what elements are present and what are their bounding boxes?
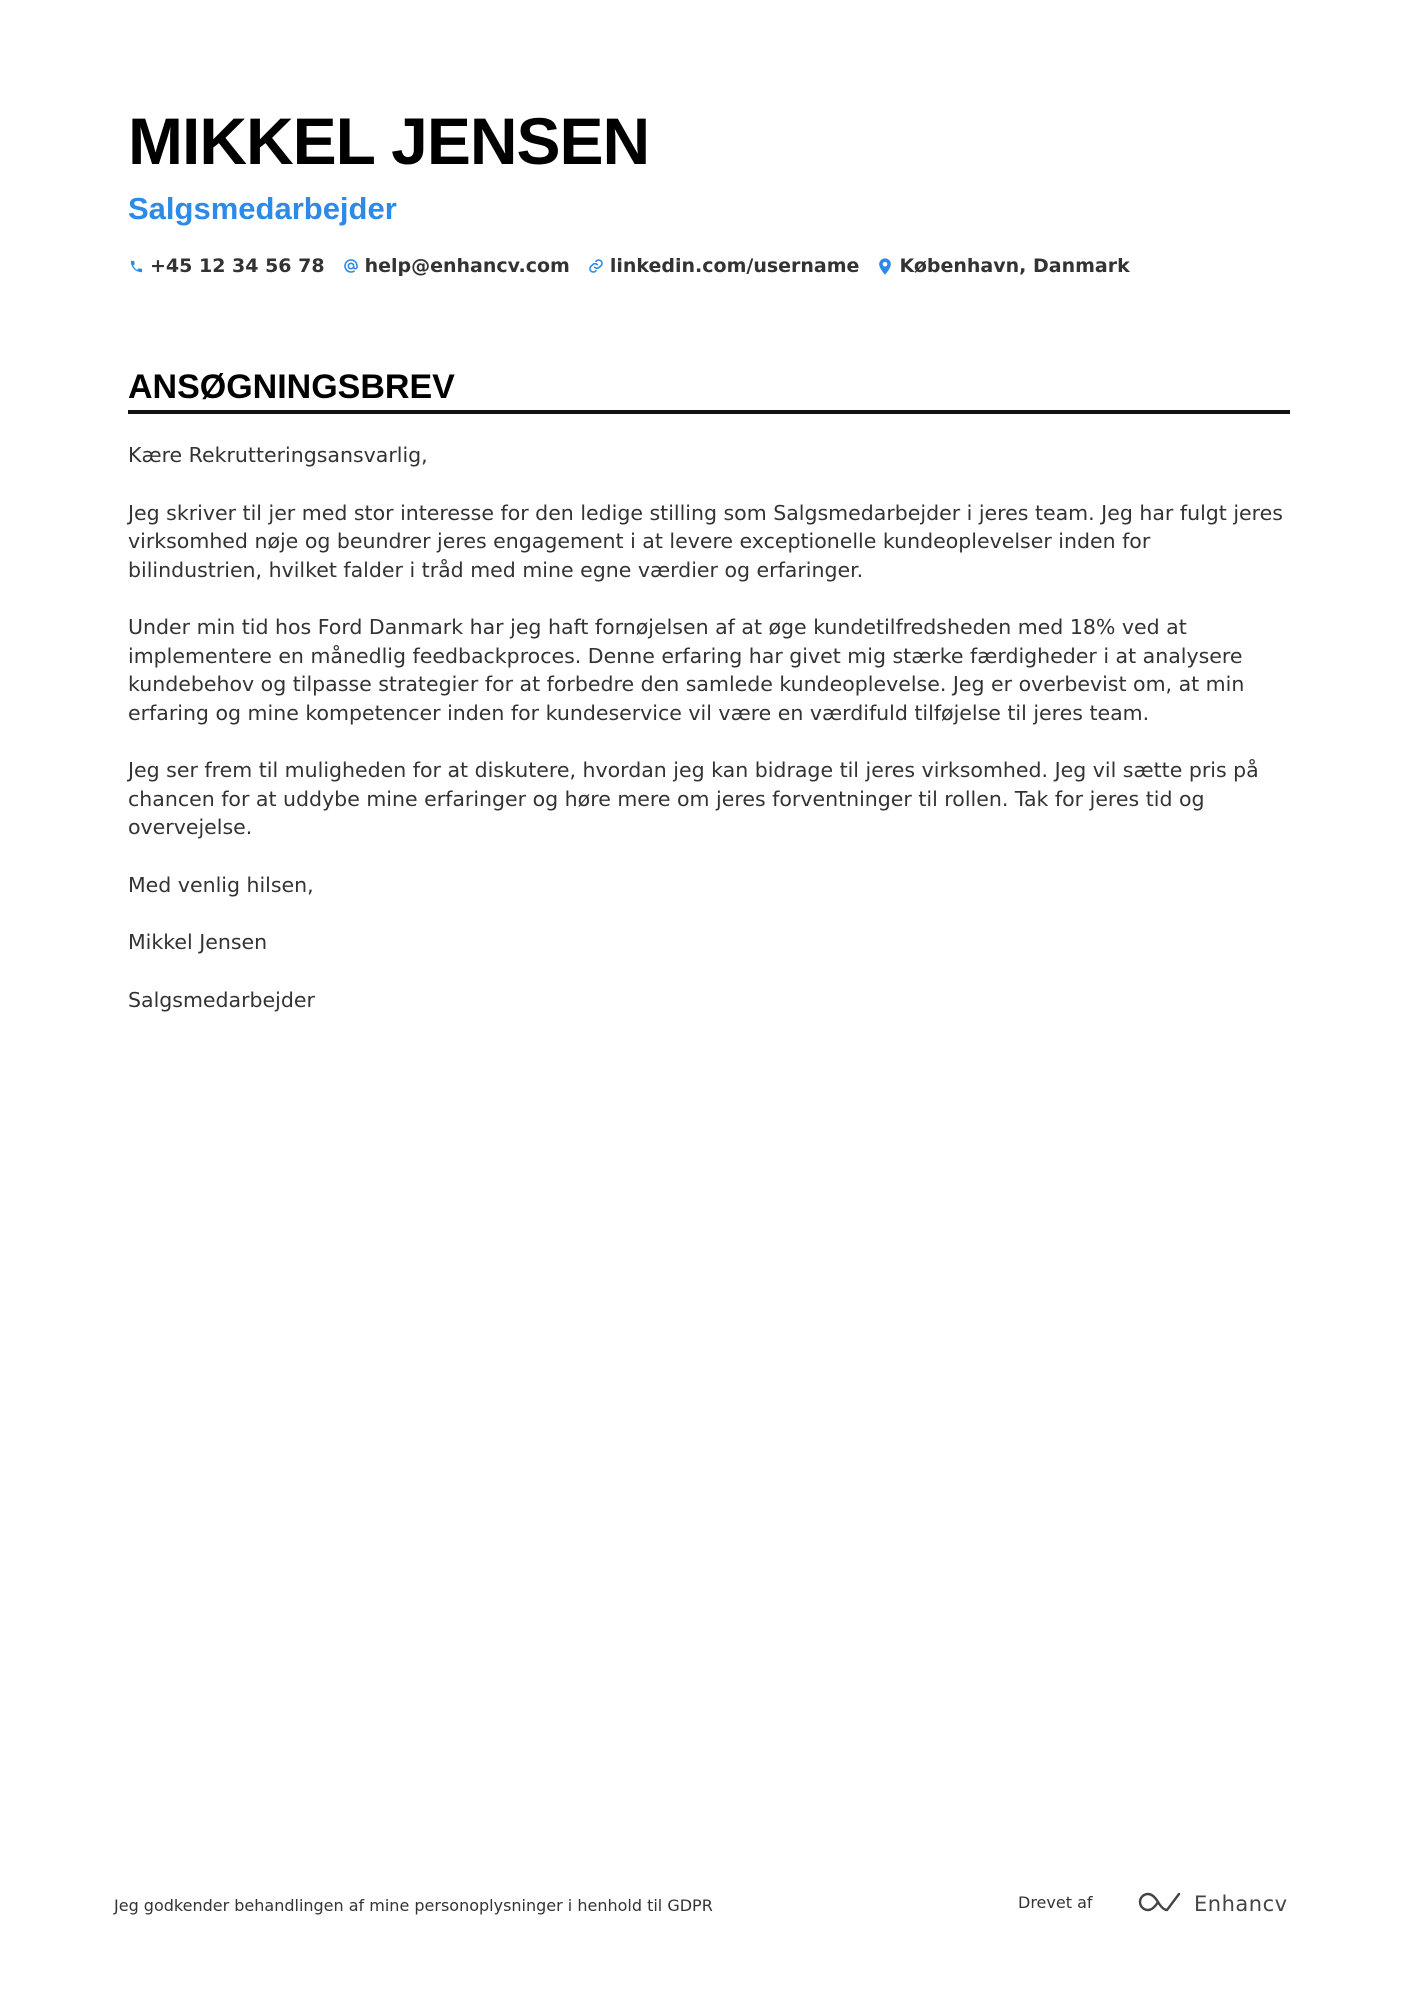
phone-icon <box>128 257 144 275</box>
signature-name: Mikkel Jensen <box>128 930 268 954</box>
contact-linkedin <box>588 255 860 277</box>
enhancv-logo-icon <box>1138 1890 1184 1918</box>
letter-paragraph: Jeg ser frem til muligheden for at diskutere, hvordan jeg kan bidrage til jeres virksomhed. Jeg vil sætte pris på chancen for at uddybe mine erfaringer og høre mere om jeres forventninger til rollen. Tak for jeres tid og overvejelse. <box>128 758 1259 839</box>
link-icon <box>588 257 604 275</box>
letter-body <box>128 441 1290 1043</box>
letter-paragraph: Under min tid hos Ford Danmark har jeg haft fornøjelsen af at øge kundetilfredsheden med 18% ved at implementere en månedlig feedbackproces. Denne erfaring har givet mig stærke færdigheder i at analysere kundebehov og tilpasse strategier for at forbedre den samlede kundeoplevelse. Jeg er overbevist om, at min erfaring og mine kompetencer inden for kundeservice vil være en værdifuld tilføjelse til jeres team. <box>128 615 1245 725</box>
at-icon <box>343 257 359 275</box>
contact-email-text: help@enhancv.com <box>364 255 570 277</box>
powered-by-label: Drevet af <box>1018 1893 1093 1912</box>
section-title: ANSØGNINGSBREV <box>128 368 455 406</box>
contact-linkedin-text: linkedin.com/username <box>609 255 860 277</box>
enhancv-logo[interactable] <box>1138 1890 1288 1918</box>
contact-phone <box>128 255 325 277</box>
enhancv-brand-text: Enhancv <box>1194 1892 1288 1916</box>
letter-paragraph: Jeg skriver til jer med stor interesse for den ledige stilling som Salgsmedarbejder i jeres team. Jeg har fulgt jeres virksomhed nøje og beundrer jeres engagement i at levere exceptionelle kundeoplevelser inden for bilindustrien, hvilket falder i tråd med mine egne værdier og erfaringer. <box>128 500 1283 582</box>
candidate-title: Salgsmedarbejder <box>128 191 397 226</box>
location-pin-icon <box>877 257 893 275</box>
section-divider <box>128 410 1290 414</box>
contact-bar <box>128 255 1148 277</box>
letter-closing: Med venlig hilsen, <box>128 872 314 897</box>
signature-title: Salgsmedarbejder <box>128 987 315 1012</box>
letter-greeting: Kære Rekrutteringsansvarlig, <box>128 443 428 467</box>
contact-phone-text: +45 12 34 56 78 <box>150 255 325 277</box>
contact-location <box>877 255 1129 277</box>
gdpr-consent: Jeg godkender behandlingen af mine personoplysninger i henhold til GDPR <box>114 1896 713 1915</box>
contact-location-text: København, Danmark <box>899 255 1130 277</box>
candidate-name: MIKKEL JENSEN <box>128 104 650 178</box>
contact-email <box>343 255 570 277</box>
